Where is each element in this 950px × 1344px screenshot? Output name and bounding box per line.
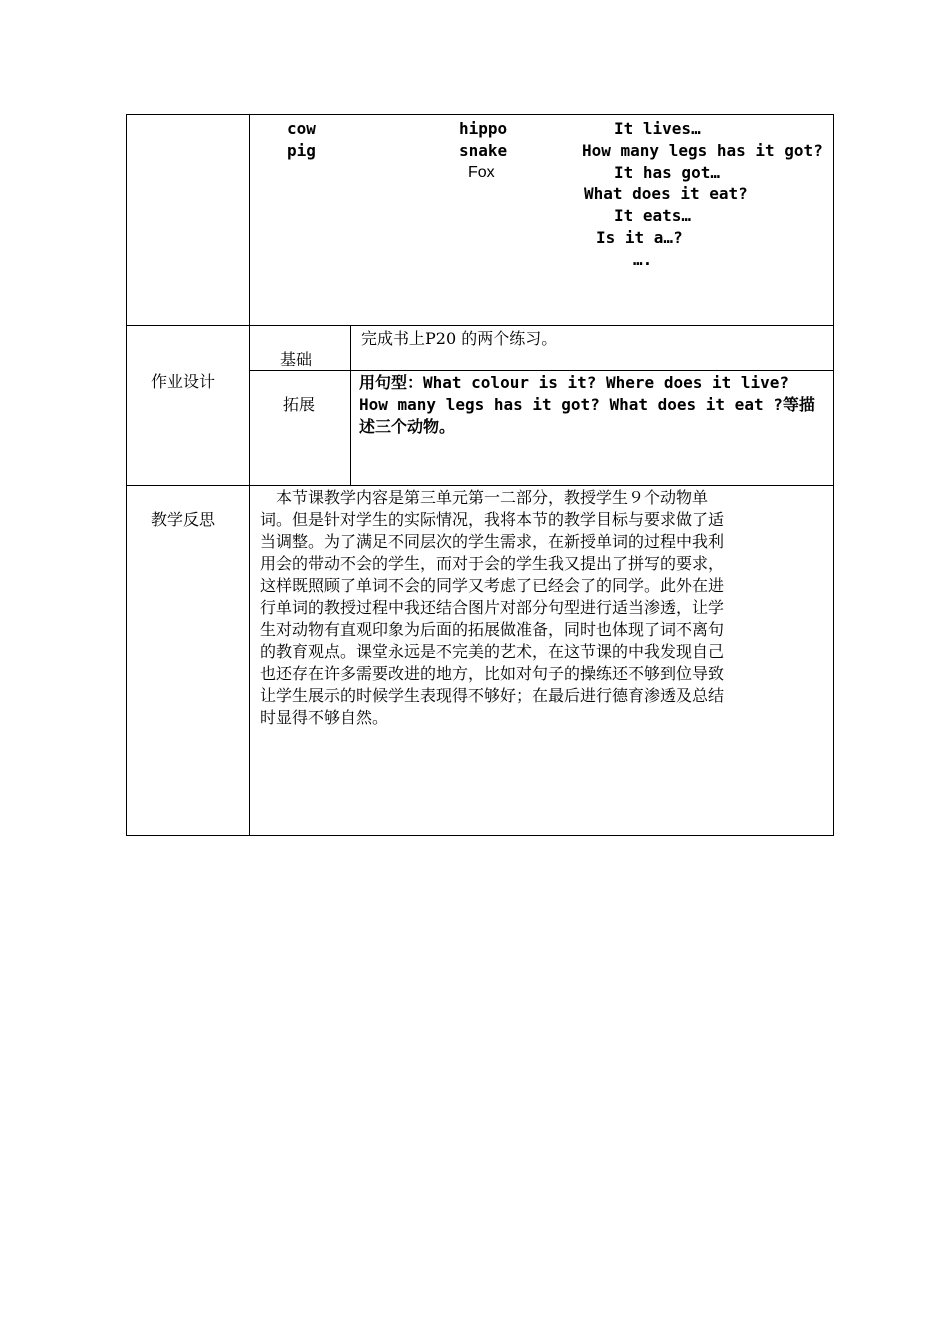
- homework-basic-text: 完成书上P20 的两个练习。: [361, 329, 558, 348]
- vocab-word-pig: pig: [287, 141, 316, 160]
- table-border-bottom: [126, 835, 834, 836]
- homework-basic-label: 基础: [280, 350, 313, 369]
- sentence-it-has-got: It has got…: [614, 163, 720, 182]
- vocab-word-cow: cow: [287, 119, 316, 138]
- reflection-line-6: 行单词的教授过程中我还结合图片对部分句型进行适当渗透，让学: [260, 598, 725, 617]
- reflection-line-7: 生对动物有直观印象为后面的拓展做准备，同时也体现了词不离句: [260, 620, 725, 639]
- homework-subrow-divider: [249, 370, 834, 371]
- vocab-word-hippo: hippo: [459, 119, 508, 138]
- reflection-line-8: 的教育观点。课堂永远是不完美的艺术，在这节课的中我发现自己: [260, 642, 725, 661]
- reflection-line-10: 让学生展示的时候学生表现得不够好；在最后进行德育渗透及总结: [260, 686, 725, 705]
- homework-extend-label: 拓展: [283, 395, 316, 414]
- reflection-line-2: 词。但是针对学生的实际情况，我将本节的教学目标与要求做了适: [260, 510, 725, 529]
- reflection-line-5: 这样既照顾了单词不会的同学又考虑了已经会了的同学。此外在进: [260, 576, 725, 595]
- sentence-ellipsis: ….: [633, 250, 653, 269]
- row-divider-2: [126, 485, 834, 486]
- homework-extend-line-2: How many legs has it got? What does it eat ?等描: [359, 395, 815, 414]
- homework-extend-line-1: 用句型：What colour is it? Where does it live?: [359, 373, 790, 392]
- homework-subcol-divider: [350, 325, 351, 485]
- sentence-how-many-legs: How many legs has it got?: [582, 141, 823, 160]
- table-border-right: [833, 114, 834, 836]
- reflection-line-11: 时显得不够自然。: [260, 708, 389, 727]
- reflection-line-4: 用会的带动不会的学生，而对于会的学生我又提出了拼写的要求，: [260, 554, 725, 573]
- label-column-divider: [249, 114, 250, 836]
- table-border-left: [126, 114, 127, 836]
- sentence-it-lives: It lives…: [614, 119, 701, 138]
- reflection-line-3: 当调整。为了满足不同层次的学生需求，在新授单词的过程中我利: [260, 532, 725, 551]
- homework-extend-line-3: 述三个动物。: [359, 417, 456, 436]
- table-border-top: [126, 114, 834, 115]
- sentence-is-it-a: Is it a…?: [596, 228, 683, 247]
- reflection-label: 教学反思: [151, 510, 216, 529]
- sentence-it-eats: It eats…: [614, 206, 692, 225]
- homework-label: 作业设计: [151, 372, 216, 391]
- row-divider-1: [126, 325, 834, 326]
- vocab-word-snake: snake: [459, 141, 508, 160]
- reflection-line-9: 也还存在许多需要改进的地方，比如对句子的操练还不够到位导致: [260, 664, 725, 683]
- sentence-what-does-it-eat: What does it eat?: [584, 184, 748, 203]
- reflection-line-1: 本节课教学内容是第三单元第一二部分，教授学生９个动物单: [260, 488, 709, 507]
- vocab-word-fox: Fox: [468, 164, 495, 181]
